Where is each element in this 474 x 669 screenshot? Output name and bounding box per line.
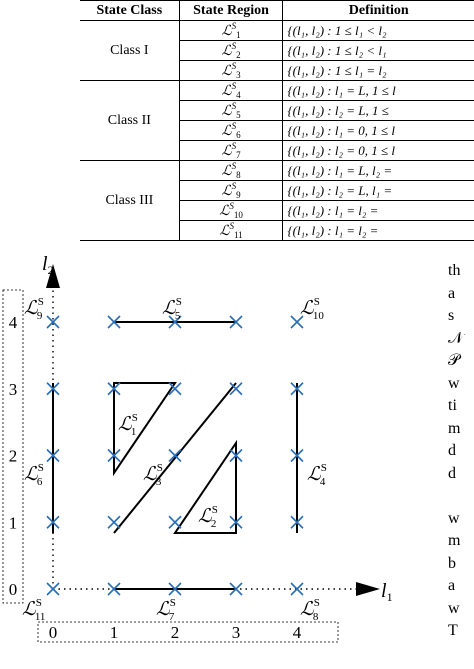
y-tick-label: 3 [8,379,18,399]
x-tick-label: 1 [109,623,119,642]
state-class-cell: Class I [80,21,179,81]
definition-cell: {(l₁, l₂) : l₁ = L, 1 ≤ l [283,81,474,101]
y-tick-label: 0 [8,580,18,599]
state-region-cell: ℒ$^S_2$ [179,41,283,61]
region-label: ℒ$^S$ 5 [162,296,182,322]
body-text-line: b [448,554,456,572]
state-region-cell: ℒ$^S_5$ [179,101,283,121]
body-text-line: a [448,284,456,302]
state-region-figure [0,242,474,669]
body-text-line: T [448,622,458,639]
definition-cell: {(l₁, l₂) : l₂ = L, 1 ≤ [283,101,474,121]
state-region-cell: ℒ$^S_9$ [179,181,283,201]
definition-cell: {(l₁, l₂) : l₂ = 0, 1 ≤ l [283,141,474,161]
definition-cell: {(l₁, l₂) : l₁ = 0, 1 ≤ l [283,121,474,141]
state-class-table [80,0,474,241]
body-text-line: w [448,509,460,527]
state-region-cell: ℒ$^S_1$ [179,21,283,41]
state-region-cell: ℒ$^S_7$ [179,141,283,161]
definition-cell: {(l₁, l₂) : 1 ≤ l₁ < l₂ [283,21,474,41]
region-label: ℒ$^S$ 1 [118,412,138,438]
region-label: ℒ$^S$ 8 [300,597,320,623]
state-class-cell: Class III [80,161,179,241]
x-tick-label: 3 [231,623,241,642]
region-label: ℒ$^S$ 9 [24,296,44,322]
body-text-line: m [448,419,461,437]
body-text-line: ti [448,397,457,414]
definition-cell: {(l₁, l₂) : l₁ = L, l₂ = [283,161,474,181]
y-tick-label: 1 [8,513,18,533]
region-label: ℒ$^S$ 10 [300,296,324,322]
region-label: ℒ$^S$ 7 [156,597,176,623]
header-definition: Definition [283,1,474,21]
definition-cell: {(l₁, l₂) : l₂ = L, l₁ = [283,181,474,201]
definition-cell: {(l₁, l₂) : 1 ≤ l₂ < l₁ [283,41,474,61]
x-tick-label: 4 [292,623,302,642]
region-label: ℒ$^S$ 11 [22,597,46,623]
y-axis-label: $l_2$ [42,253,54,277]
x-axis-label: $l_1$ [381,580,393,604]
definition-cell: {(l₁, l₂) : 1 ≤ l₁ = l₂ [283,61,474,81]
state-marker [108,516,120,528]
state-region-cell: ℒ$^S_6$ [179,121,283,141]
state-region-cell: ℒ$^S_4$ [179,81,283,101]
state-markers [47,316,303,595]
state-marker [169,450,181,462]
state-region-cell: ℒ$^S_8$ [179,161,283,181]
state-region-cell: ℒ$^S_{11}$ [179,221,283,241]
state-region-cell: ℒ$^S_{10}$ [179,201,283,221]
region-label: ℒ$^S$ 2 [198,504,218,530]
region-label: ℒ$^S$ 6 [24,462,44,488]
x-tick-label: 0 [48,623,58,642]
definition-cell: {(l₁, l₂) : l₁ = l₂ = [283,201,474,221]
table-row [80,81,474,101]
header-state-class: State Class [80,1,179,21]
body-text-line: 𝒫 [448,352,460,369]
header-state-region: State Region [179,1,283,21]
state-class-cell: Class II [80,81,179,161]
body-text-line: 𝒩 [448,329,464,347]
definition-cell: {(l₁, l₂) : l₁ = l₂ = [283,221,474,241]
x-tick-label: 2 [170,623,180,642]
region-label: ℒ$^S$ 3 [143,462,163,488]
body-text-line: w [448,374,460,392]
region-label: ℒ$^S$ 4 [307,462,327,488]
state-marker [47,583,59,595]
x-axis-arrow [356,582,380,596]
body-text-line: s [448,307,455,324]
body-text-line: a [448,577,456,594]
table-row [80,161,474,181]
state-marker [169,516,181,528]
body-text-line: d [448,442,456,459]
y-tick-label: 4 [8,313,18,332]
y-tick-label: 2 [8,446,18,466]
state-marker [47,316,59,328]
body-text-line: m [448,532,461,549]
body-text-line: d [448,464,456,482]
state-region-cell: ℒ$^S_3$ [179,61,283,81]
body-text-line: th [448,262,461,279]
table-row [80,21,474,41]
body-text-line: w [448,599,460,617]
